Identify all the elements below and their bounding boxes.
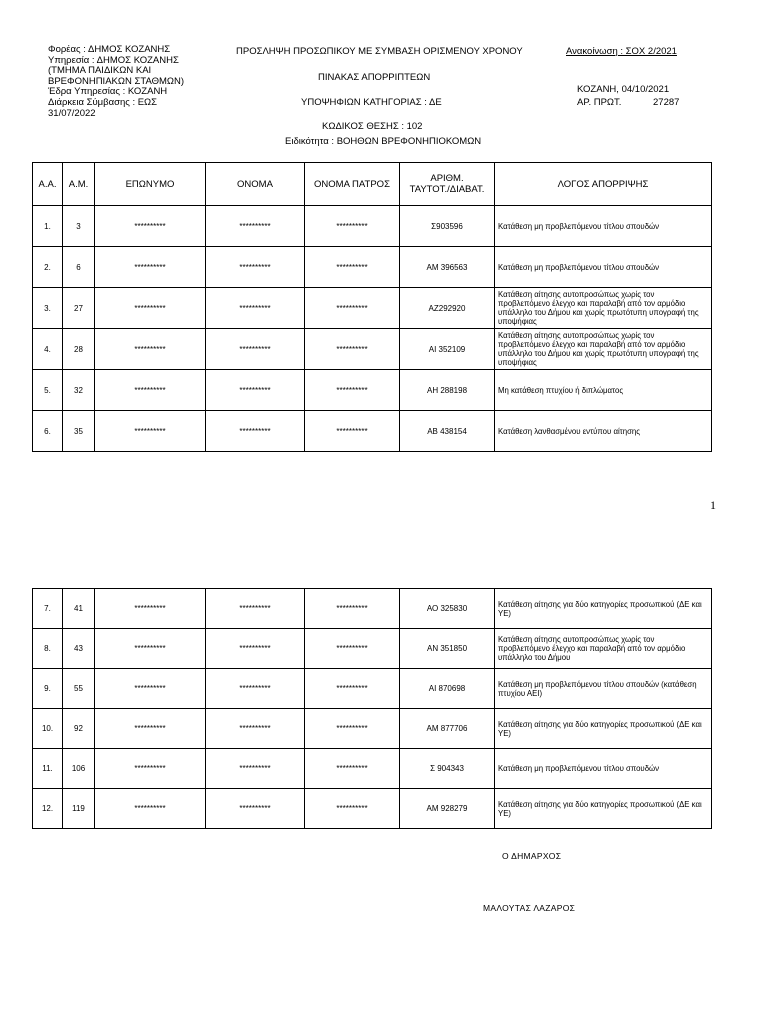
col-header-id-line1: ΑΡΙΘΜ. (430, 173, 464, 184)
cell-aa: 4. (33, 329, 63, 370)
cell-reason: Κατάθεση αίτησης για δύο κατηγορίες προσωπικού (ΔΕ και ΥΕ) (495, 789, 712, 829)
cell-reason: Μη κατάθεση πτυχίου ή διπλώματος (495, 370, 712, 411)
cell-am: 27 (63, 288, 95, 329)
cell-surname: ********** (95, 749, 206, 789)
table-header-row (33, 163, 712, 206)
table-row (33, 709, 712, 749)
cell-father: ********** (305, 411, 400, 452)
cell-surname: ********** (95, 411, 206, 452)
cell-surname: ********** (95, 629, 206, 669)
col-header-id (400, 163, 495, 206)
col-header-surname: ΕΠΩΝΥΜΟ (95, 163, 206, 206)
cell-reason: Κατάθεση αίτησης αυτοπροσώπως χωρίς τον προβλεπόμενο έλεγχο και παραλαβή από τον αρμόδιο υπάλληλο του Δήμου (495, 629, 712, 669)
cell-aa: 7. (33, 589, 63, 629)
cell-name: ********** (206, 411, 305, 452)
cell-aa: 6. (33, 411, 63, 452)
page-number: 1 (710, 498, 716, 512)
cell-reason: Κατάθεση μη προβλεπόμενου τίτλου σπουδών (495, 206, 712, 247)
cell-name: ********** (206, 749, 305, 789)
cell-name: ********** (206, 789, 305, 829)
cell-father: ********** (305, 370, 400, 411)
cell-name: ********** (206, 329, 305, 370)
service-line-2: (ΤΜΗΜΑ ΠΑΙΔΙΚΩΝ ΚΑΙ (48, 65, 152, 77)
table-row (33, 247, 712, 288)
cell-name: ********** (206, 629, 305, 669)
rejected-table-page-1 (32, 162, 712, 452)
cell-reason: Κατάθεση μη προβλεπόμενου τίτλου σπουδών (495, 749, 712, 789)
cell-surname: ********** (95, 589, 206, 629)
cell-aa: 5. (33, 370, 63, 411)
table-row (33, 789, 712, 829)
cell-aa: 11. (33, 749, 63, 789)
protocol-number: 27287 (653, 97, 680, 108)
cell-father: ********** (305, 669, 400, 709)
col-header-am: Α.Μ. (63, 163, 95, 206)
col-header-aa: Α.Α. (33, 163, 63, 206)
cell-reason: Κατάθεση αίτησης αυτοπροσώπως χωρίς τον προβλεπόμενο έλεγχο και παραλαβή από τον αρμόδιο υπάλληλο του Δήμου και χωρίς πρωτότυπη υπογραφή της υποψήφιας (495, 329, 712, 370)
table-row (33, 206, 712, 247)
announcement-code: Ανακοίνωση : ΣΟΧ 2/2021 (566, 46, 677, 57)
cell-name: ********** (206, 206, 305, 247)
cell-aa: 1. (33, 206, 63, 247)
cell-id: ΑΗ 288198 (400, 370, 495, 411)
cell-id: ΑΖ292920 (400, 288, 495, 329)
cell-id: ΑΜ 877706 (400, 709, 495, 749)
cell-id: Σ903596 (400, 206, 495, 247)
cell-aa: 12. (33, 789, 63, 829)
cell-aa: 8. (33, 629, 63, 669)
cell-father: ********** (305, 709, 400, 749)
cell-name: ********** (206, 288, 305, 329)
cell-father: ********** (305, 589, 400, 629)
cell-am: 3 (63, 206, 95, 247)
cell-aa: 3. (33, 288, 63, 329)
document-title: ΠΡΟΣΛΗΨΗ ΠΡΟΣΩΠΙΚΟΥ ΜΕ ΣΥΜΒΑΣΗ ΟΡΙΣΜΕΝΟΥ ΧΡΟΝΟΥ (236, 46, 523, 57)
cell-reason: Κατάθεση μη προβλεπόμενου τίτλου σπουδών (495, 247, 712, 288)
cell-father: ********** (305, 629, 400, 669)
cell-reason: Κατάθεση λανθασμένου εντύπου αίτησης (495, 411, 712, 452)
cell-surname: ********** (95, 206, 206, 247)
table-row (33, 589, 712, 629)
position-code: ΚΩΔΙΚΟΣ ΘΕΣΗΣ : 102 (322, 121, 423, 132)
cell-id: ΑΜ 396563 (400, 247, 495, 288)
cell-name: ********** (206, 709, 305, 749)
cell-aa: 10. (33, 709, 63, 749)
cell-id: ΑΒ 438154 (400, 411, 495, 452)
cell-surname: ********** (95, 789, 206, 829)
cell-surname: ********** (95, 669, 206, 709)
table-row (33, 629, 712, 669)
service-line-1: Υπηρεσία : ΔΗΜΟΣ ΚΟΖΑΝΗΣ (48, 54, 179, 66)
cell-reason: Κατάθεση αίτησης για δύο κατηγορίες προσωπικού (ΔΕ και ΥΕ) (495, 589, 712, 629)
cell-id: Σ 904343 (400, 749, 495, 789)
cell-reason: Κατάθεση μη προβλεπόμενου τίτλου σπουδών (κατάθεση πτυχίου ΑΕΙ) (495, 669, 712, 709)
cell-reason: Κατάθεση αίτησης για δύο κατηγορίες προσωπικού (ΔΕ και ΥΕ) (495, 709, 712, 749)
cell-am: 92 (63, 709, 95, 749)
cell-am: 55 (63, 669, 95, 709)
cell-father: ********** (305, 749, 400, 789)
signature-name: ΜΑΛΟΥΤΑΣ ΛΑΖΑΡΟΣ (483, 903, 576, 913)
protocol-label: ΑΡ. ΠΡΩΤ. (577, 97, 622, 108)
table-row (33, 370, 712, 411)
cell-id: ΑΙ 870698 (400, 669, 495, 709)
cell-am: 106 (63, 749, 95, 789)
service-seat: Έδρα Υπηρεσίας : ΚΟΖΑΝΗ (48, 86, 168, 98)
cell-surname: ********** (95, 247, 206, 288)
cell-father: ********** (305, 247, 400, 288)
contract-duration-date: 31/07/2022 (48, 107, 96, 119)
cell-name: ********** (206, 589, 305, 629)
signature-role: Ο ΔΗΜΑΡΧΟΣ (502, 851, 562, 861)
cell-father: ********** (305, 329, 400, 370)
cell-id: ΑΝ 351850 (400, 629, 495, 669)
col-header-name: ΟΝΟΜΑ (206, 163, 305, 206)
table-heading: ΠΙΝΑΚΑΣ ΑΠΟΡΡΙΠΤΕΩΝ (318, 72, 431, 83)
cell-surname: ********** (95, 329, 206, 370)
cell-aa: 2. (33, 247, 63, 288)
contract-duration: Διάρκεια Σύμβασης : ΕΩΣ (48, 96, 158, 108)
table-row (33, 669, 712, 709)
cell-name: ********** (206, 669, 305, 709)
table-row (33, 329, 712, 370)
cell-am: 28 (63, 329, 95, 370)
candidate-category: ΥΠΟΨΗΦΙΩΝ ΚΑΤΗΓΟΡΙΑΣ : ΔΕ (301, 97, 442, 108)
cell-am: 32 (63, 370, 95, 411)
col-header-reason: ΛΟΓΟΣ ΑΠΟΡΡΙΨΗΣ (495, 163, 712, 206)
table-row (33, 288, 712, 329)
agency-label: Φορέας : ΔΗΜΟΣ ΚΟΖΑΝΗΣ (48, 44, 171, 55)
rejected-table-page-2 (32, 588, 712, 829)
cell-id: ΑΟ 325830 (400, 589, 495, 629)
specialty: Ειδικότητα : ΒΟΗΘΩΝ ΒΡΕΦΟΝΗΠΙΟΚΟΜΩΝ (285, 136, 482, 147)
cell-id: ΑΜ 928279 (400, 789, 495, 829)
cell-id: ΑΙ 352109 (400, 329, 495, 370)
place-date: ΚΟΖΑΝΗ, 04/10/2021 (577, 84, 670, 95)
cell-am: 6 (63, 247, 95, 288)
col-header-id-line2: ΤΑΥΤΟΤ./ΔΙΑΒΑΤ. (409, 184, 485, 195)
col-header-father: ΟΝΟΜΑ ΠΑΤΡΟΣ (305, 163, 400, 206)
cell-reason: Κατάθεση αίτησης αυτοπροσώπως χωρίς τον προβλεπόμενο έλεγχο και παραλαβή από τον αρμόδιο υπάλληλο του Δήμου και χωρίς πρωτότυπη υπογραφή της υποψήφιας (495, 288, 712, 329)
service-line-3: ΒΡΕΦΟΝΗΠΙΑΚΩΝ ΣΤΑΘΜΩΝ) (48, 75, 185, 87)
cell-surname: ********** (95, 370, 206, 411)
cell-name: ********** (206, 247, 305, 288)
cell-am: 119 (63, 789, 95, 829)
table-row (33, 411, 712, 452)
cell-father: ********** (305, 206, 400, 247)
agency-info (48, 45, 233, 119)
table-row (33, 749, 712, 789)
cell-father: ********** (305, 288, 400, 329)
cell-aa: 9. (33, 669, 63, 709)
cell-surname: ********** (95, 709, 206, 749)
cell-am: 41 (63, 589, 95, 629)
cell-am: 43 (63, 629, 95, 669)
cell-am: 35 (63, 411, 95, 452)
cell-name: ********** (206, 370, 305, 411)
cell-father: ********** (305, 789, 400, 829)
cell-surname: ********** (95, 288, 206, 329)
